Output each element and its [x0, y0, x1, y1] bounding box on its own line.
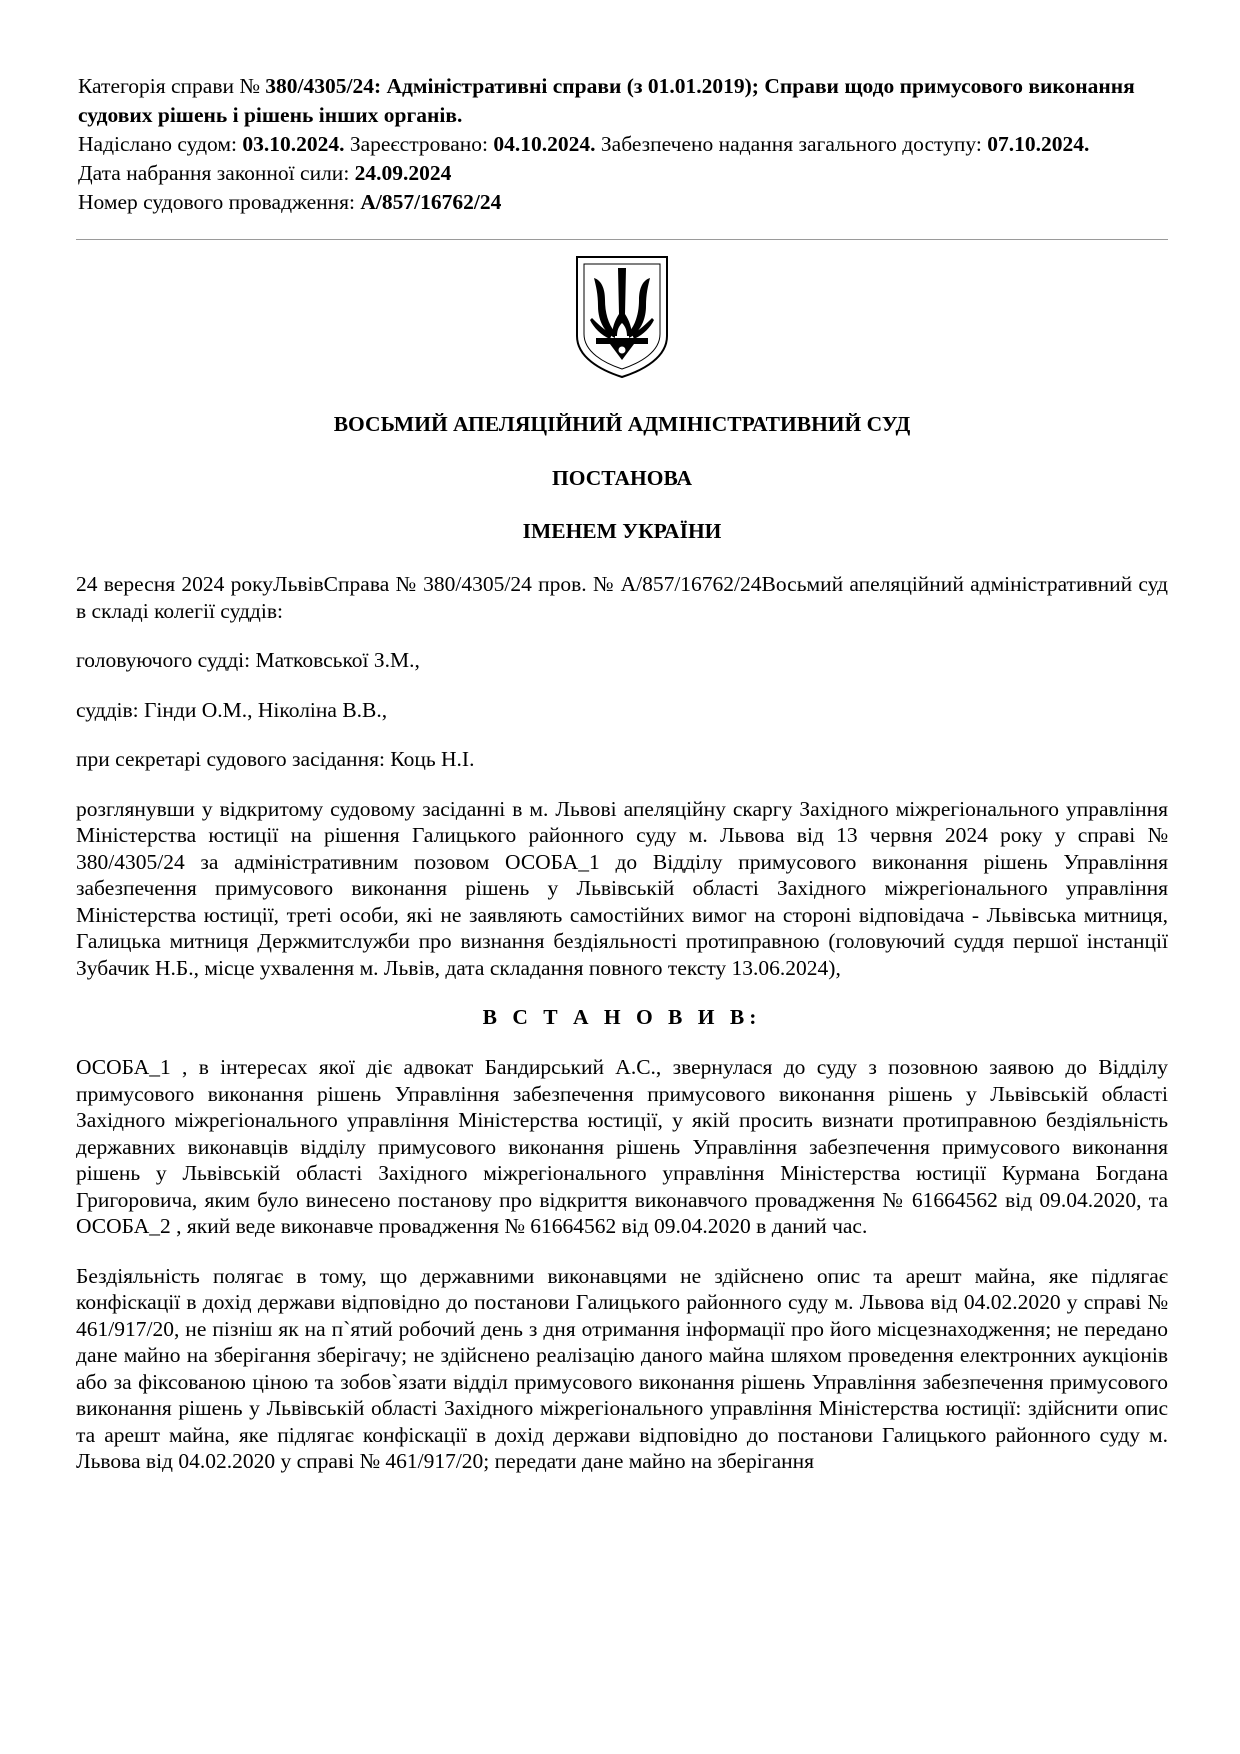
sent-date: 03.10.2024.: [242, 132, 345, 156]
established-heading: В С Т А Н О В И В:: [482, 1005, 762, 1029]
registered-date: 04.10.2024.: [493, 132, 596, 156]
claim-paragraph: ОСОБА_1 , в інтересах якої діє адвокат Бандирський А.С., звернулася до суду з позовною заявою до Відділу примусового виконання рішень Управління забезпечення примусового виконання рішень у Львівській області Західного міжрегіонального управління Міністерства юстиції, у якій просить визнати протиправною бездіяльність державних виконавців відділу примусового виконання рішень Управління забезпечення примусового виконання рішень у Львівській області Західного міжрегіонального управління Міністерства юстиції Курмана Богдана Григоровича, яким було винесено постанову про відкриття виконавчого провадження № 61664562 від 09.04.2020, та ОСОБА_2 , який веде виконавче провадження № 61664562 від 09.04.2020 в даний час.: [76, 1055, 1168, 1238]
intro-paragraph: 24 вересня 2024 рокуЛьвівСправа № 380/4305/24 пров. № А/857/16762/24Восьмий апеляційний адміністративний суд в складі колегії суддів:: [76, 572, 1168, 623]
trident-emblem-icon: [574, 254, 670, 380]
court-secretary: при секретарі судового засідання: Коць Н.І.: [76, 747, 475, 771]
proceeding-number: А/857/16762/24: [360, 190, 502, 214]
proceeding-label: Номер судового провадження:: [78, 190, 361, 214]
registered-label: Зареєстровано:: [344, 132, 494, 156]
presiding-judge: головуючого судді: Матковської З.М.,: [76, 648, 420, 672]
court-name: ВОСЬМИЙ АПЕЛЯЦІЙНИЙ АДМІНІСТРАТИВНИЙ СУД: [333, 412, 911, 436]
panel-judges: суддів: Гінди О.М., Ніколіна В.В.,: [76, 697, 388, 722]
document-page: [76, 72, 1168, 1475]
case-metadata: [78, 72, 1168, 217]
effective-label: Дата набрання законної сили:: [78, 161, 355, 185]
emblem-container: [76, 254, 1168, 384]
inaction-paragraph: Бездіяльність полягає в тому, що державними виконавцями не здійснено опис та арешт майна, яке підлягає конфіскації в дохід держави відповідно до постанови Галицького районного суду м. Львова від 04.02.2020 у справі № 461/917/20, не пізніш як на п`ятий робочий день з дня отримання інформації про його місцезнаходження; не передано дане майно на зберігання зберігачу; не здійснено реалізацію даного майна шляхом проведення електронних аукціонів або за фіксованою ціною та зобов`язати відділ примусового виконання рішень Управління забезпечення примусового виконання рішень у Львівській області Західного міжрегіонального управління Міністерства юстиції: здійснити опис та арешт майна, яке підлягає конфіскації в дохід держави відповідно до постанови Галицького районного суду м. Львова від 04.02.2020 у справі № 461/917/20; передати дане майно на зберігання: [76, 1263, 1168, 1473]
access-label: Забезпечено надання загального доступу:: [595, 132, 988, 156]
header-divider: [76, 239, 1168, 240]
case-dates: [78, 130, 1168, 159]
in-name-of-ukraine: ІМЕНЕМ УКРАЇНИ: [522, 519, 722, 543]
effective-date-row: [78, 159, 1168, 188]
considered-paragraph: розглянувши у відкритому судовому засіданні в м. Львові апеляційну скаргу Західного міжрегіонального управління Міністерства юстиції на рішення Галицького районного суду м. Львова від 13 червня 2024 року у справі № 380/4305/24 за адміністративним позовом ОСОБА_1 до Відділу примусового виконання рішень Управління забезпечення примусового виконання рішень у Львівській області Західного міжрегіонального управління Міністерства юстиції, треті особи, які не заявляють самостійних вимог на стороні відповідача - Львівська митниця, Галицька митниця Держмитслужби про визнання бездіяльності протиправною (головуючий суддя першої інстанції Зубачик Н.Б., місце ухвалення м. Львів, дата складання повного тексту 13.06.2024),: [76, 796, 1168, 980]
access-date: 07.10.2024.: [987, 132, 1090, 156]
sent-label: Надіслано судом:: [78, 132, 243, 156]
case-category-value: 380/4305/24: Адміністративні справи (з 01.01.2019); Справи щодо примусового виконання судових рішень і рішень інших органів.: [78, 74, 1135, 127]
decision-title: ПОСТАНОВА: [552, 466, 692, 490]
proceeding-number-row: [78, 188, 1168, 217]
effective-date: 24.09.2024: [354, 161, 452, 185]
case-category-label: Категорія справи №: [78, 74, 266, 98]
case-category: [78, 72, 1168, 130]
